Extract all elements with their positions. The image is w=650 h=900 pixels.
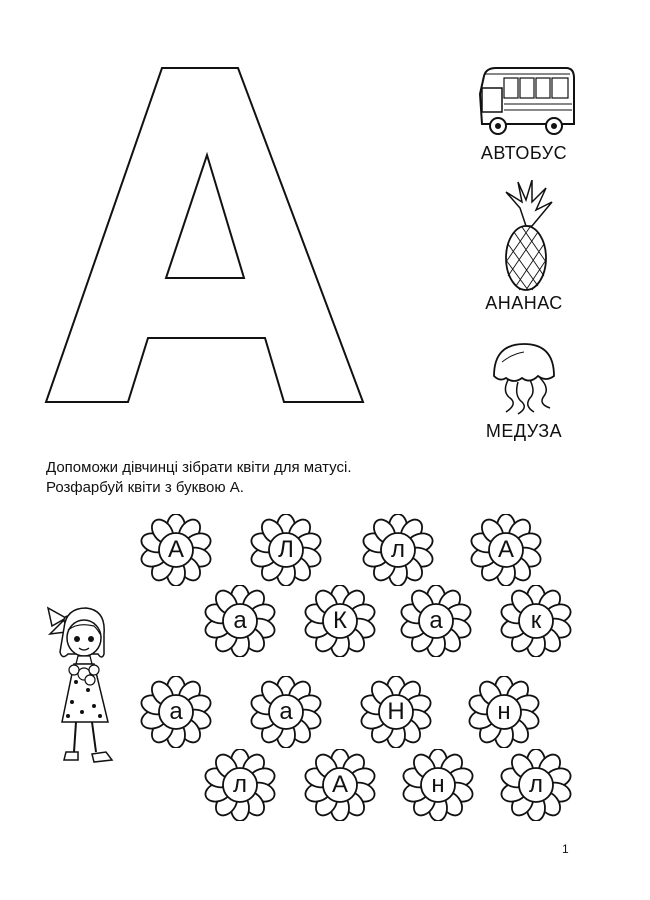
flower-letter: А (331, 771, 348, 798)
flower-2[interactable] (250, 514, 322, 586)
big-letter-a-outline (40, 60, 370, 405)
flower-letter: н (431, 771, 445, 798)
flower-5[interactable] (204, 585, 276, 657)
flower-letter: л (528, 771, 543, 798)
flower-8[interactable] (500, 585, 572, 657)
flower-letter: Н (387, 698, 405, 725)
flower-letter: К (333, 607, 347, 634)
jellyfish-icon (488, 340, 560, 416)
page-number: 1 (562, 842, 569, 856)
flower-4[interactable] (470, 514, 542, 586)
flower-letter: Л (278, 536, 294, 563)
flower-13[interactable] (204, 749, 276, 821)
flower-letter: а (169, 698, 183, 725)
flower-15[interactable] (402, 749, 474, 821)
instruction-line-1: Допоможи дівчинці зібрати квіти для матусі. (46, 459, 352, 476)
flower-1[interactable] (140, 514, 212, 586)
word-pineapple: АНАНАС (485, 293, 563, 313)
flower-12[interactable] (468, 676, 540, 748)
flower-10[interactable] (250, 676, 322, 748)
flower-letter: н (497, 698, 511, 725)
flower-letter: а (279, 698, 293, 725)
girl-illustration (42, 604, 130, 768)
word-bus: АВТОБУС (480, 143, 568, 163)
flower-6[interactable] (304, 585, 376, 657)
flower-7[interactable] (400, 585, 472, 657)
flower-16[interactable] (500, 749, 572, 821)
instruction-text (46, 458, 352, 498)
instruction-line-2: Розфарбуй квіти з буквою А. (46, 479, 244, 496)
flower-letter: А (167, 536, 184, 563)
pineapple-icon (494, 180, 558, 292)
flower-letter: а (233, 607, 247, 634)
flower-letter: л (390, 536, 405, 563)
flower-letter: А (497, 536, 514, 563)
word-jellyfish: МЕДУЗА (485, 421, 563, 441)
flower-14[interactable] (304, 749, 376, 821)
flower-letter: а (429, 607, 443, 634)
flower-letter: л (232, 771, 247, 798)
flower-9[interactable] (140, 676, 212, 748)
bus-icon (474, 64, 578, 140)
flower-letter: к (530, 607, 542, 634)
flower-11[interactable] (360, 676, 432, 748)
flower-3[interactable] (362, 514, 434, 586)
